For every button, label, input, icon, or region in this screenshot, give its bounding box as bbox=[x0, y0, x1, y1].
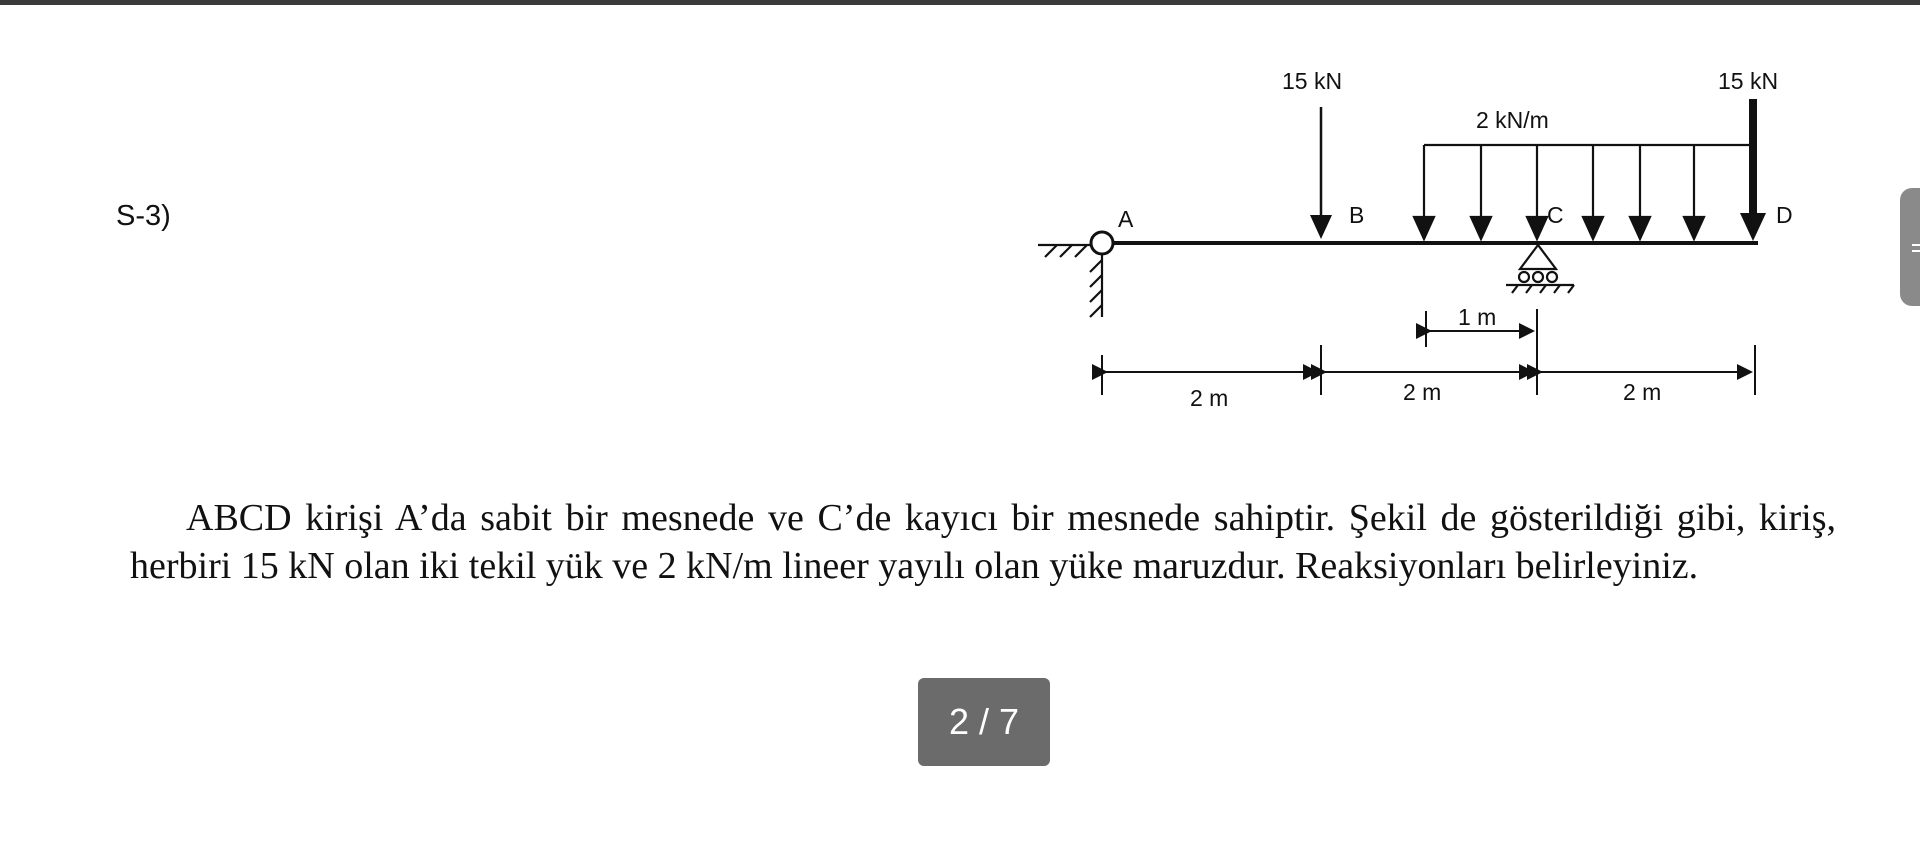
dimension-1m-label: 1 m bbox=[1458, 304, 1497, 330]
question-number: S-3) bbox=[116, 200, 171, 232]
handle-grip-icon bbox=[1912, 244, 1920, 252]
distributed-load-label: 2 kN/m bbox=[1476, 107, 1549, 133]
roller-support-c bbox=[1506, 245, 1574, 293]
problem-statement: ABCD kirişi A’da sabit bir mesnede ve C’de kayıcı bir mesnede sahiptir. Şekil de gösterildiği gibi, kiriş, herbiri 15 kN olan iki tekil yük ve 2 kN/m lineer yayılı olan yüke maruzdur. Reaksiyonları belirleyiniz. bbox=[130, 497, 1836, 587]
dimension-bc-label: 2 m bbox=[1403, 379, 1442, 405]
point-a-label: A bbox=[1118, 206, 1134, 232]
beam-diagram bbox=[1000, 55, 1820, 415]
top-toolbar-edge bbox=[0, 0, 1920, 5]
dimension-cd-label: 2 m bbox=[1623, 379, 1662, 405]
page-counter: 2 / 7 bbox=[918, 678, 1050, 766]
distributed-load bbox=[1414, 145, 1752, 239]
support-a-wall bbox=[1038, 245, 1102, 317]
dimension-ab-label: 2 m bbox=[1190, 385, 1229, 411]
point-b-label: B bbox=[1349, 202, 1365, 228]
load-b-label: 15 kN bbox=[1282, 68, 1343, 94]
load-d-label: 15 kN bbox=[1718, 68, 1779, 94]
point-d-label: D bbox=[1776, 202, 1793, 228]
pin-a bbox=[1091, 232, 1113, 254]
point-load-d-arrow bbox=[1740, 99, 1766, 241]
point-c-label: C bbox=[1547, 202, 1564, 228]
point-load-b-arrow bbox=[1310, 107, 1332, 239]
